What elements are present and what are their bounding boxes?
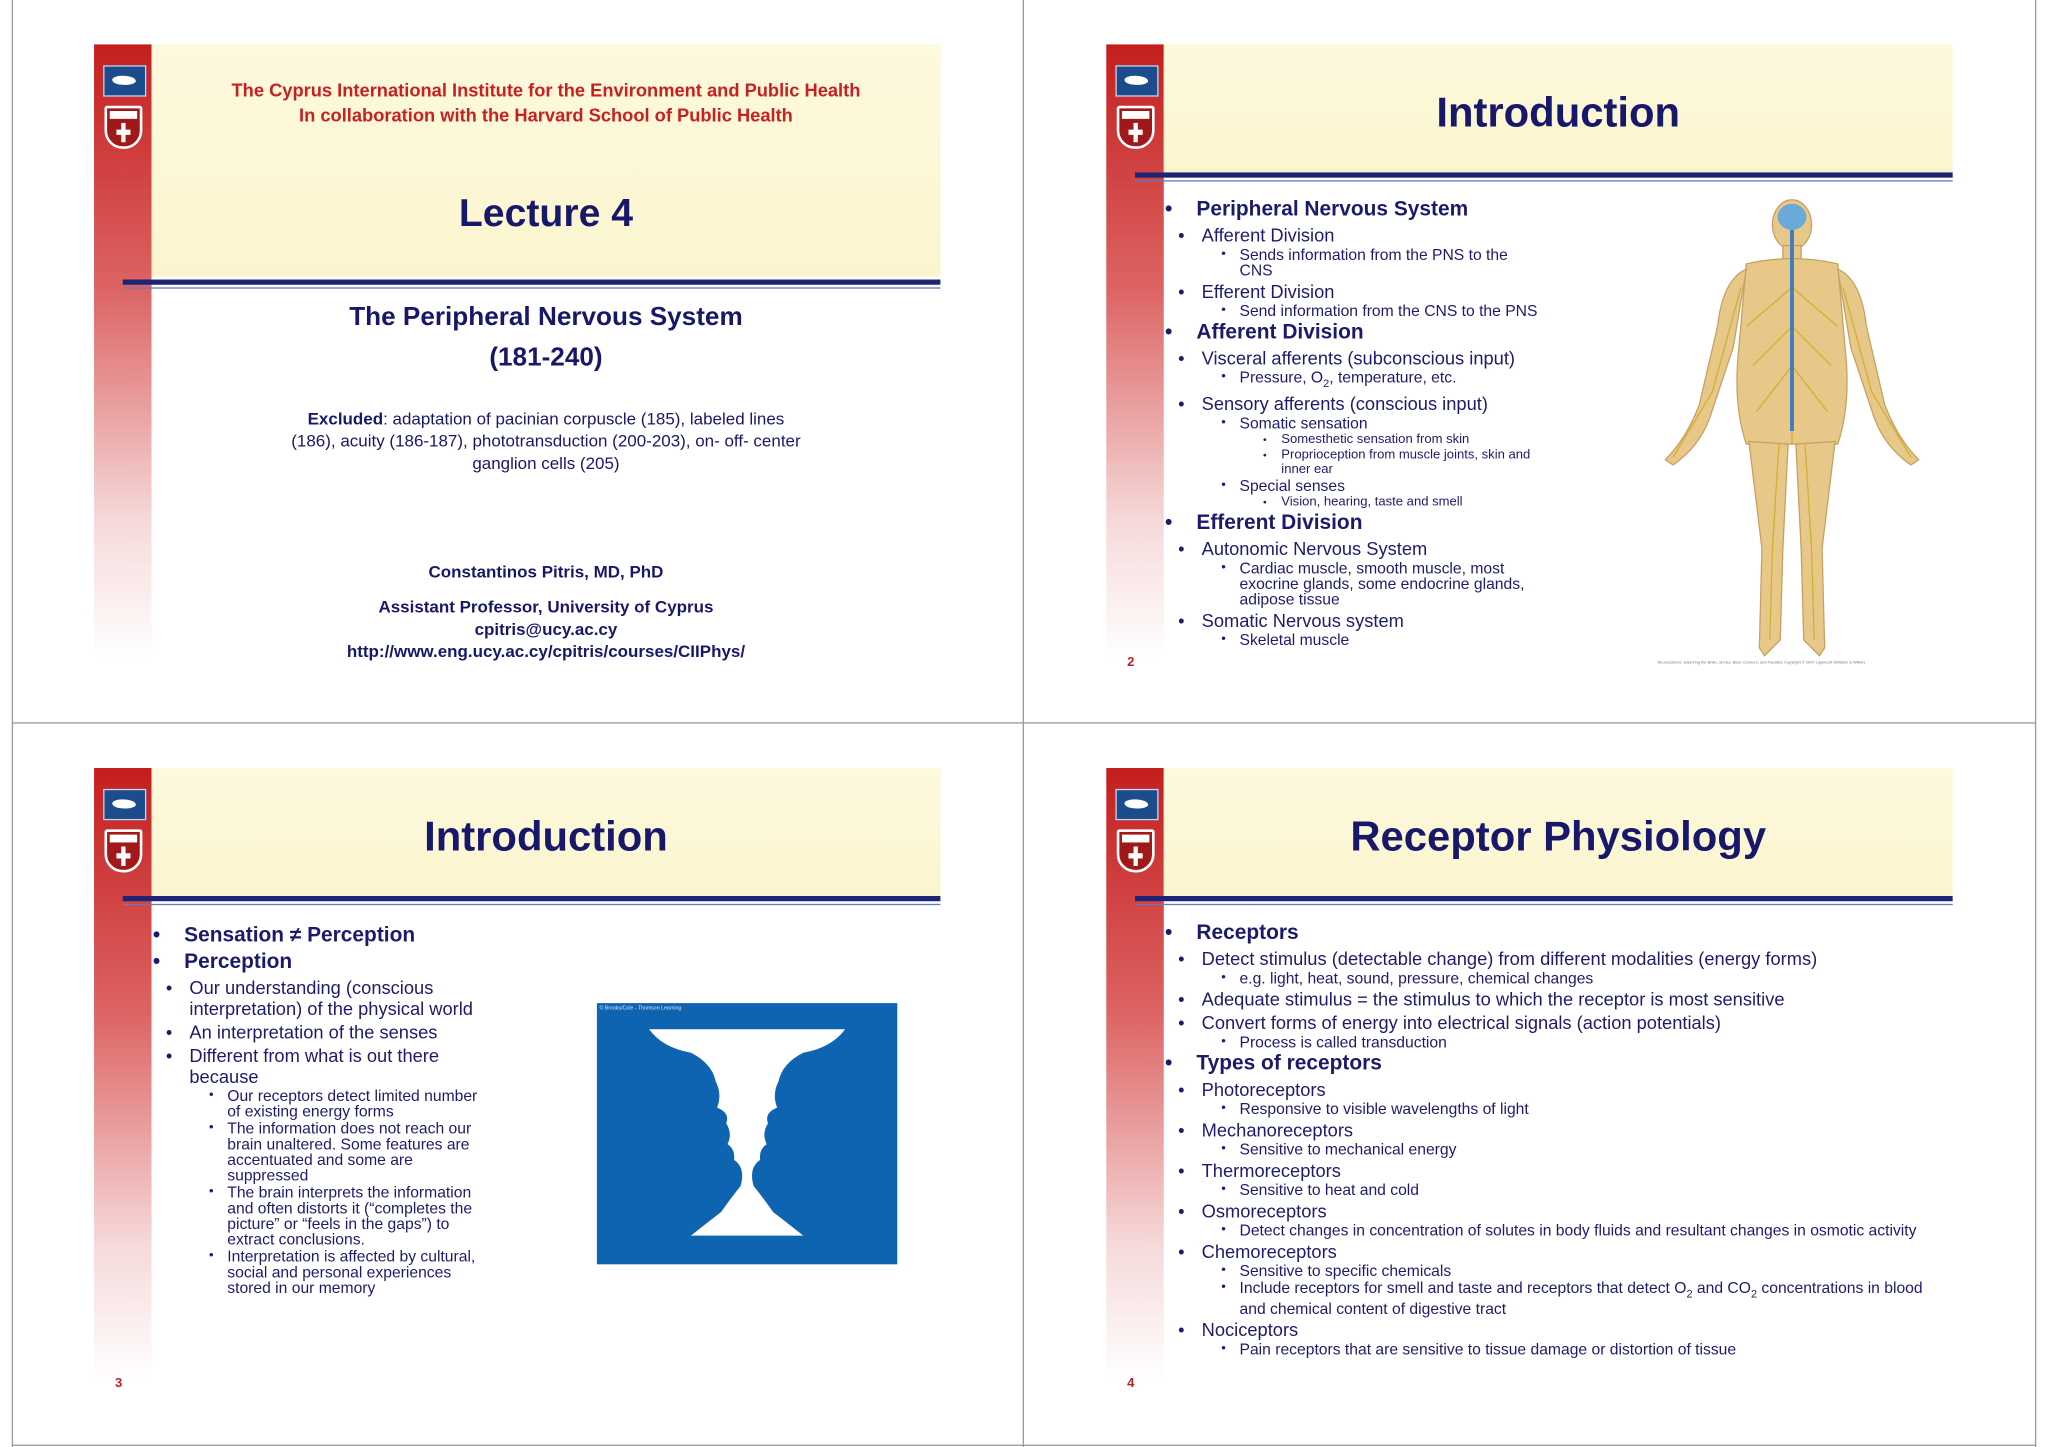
- bullet-level-2: [1165, 281, 1609, 302]
- bullet-level-2: [153, 1066, 571, 1087]
- bullet-text: Photoreceptors: [1201, 1078, 1326, 1100]
- bullet-text: Sensitive to mechanical energy: [1239, 1140, 1457, 1159]
- bullet-level-2: [1165, 989, 1949, 1010]
- bullet-level-3: [1165, 1280, 1949, 1301]
- side-band: [94, 44, 151, 658]
- bullet-text: Afferent Division: [1196, 321, 1364, 344]
- bullet-text: An interpretation of the senses: [189, 1021, 438, 1043]
- bullet-level-3: [153, 1232, 571, 1248]
- page-range: (181-240): [489, 343, 603, 373]
- grid-border-bottom: [12, 1445, 2036, 1446]
- bullet-level-3: [153, 1121, 571, 1137]
- subscript: 2: [1686, 1287, 1693, 1301]
- bullet-text: Peripheral Nervous System: [1196, 198, 1469, 221]
- bullet-text: Osmoreceptors: [1201, 1200, 1327, 1222]
- bullet-text: Pain receptors that are sensitive to tissue damage or distortion of tissue: [1239, 1340, 1737, 1359]
- bullet-text: Detect stimulus (detectable change) from different modalities (energy forms): [1201, 948, 1818, 970]
- excluded-note-line-2: (186), acuity (186-187), phototransduction (200-203), on- off- center: [291, 431, 801, 451]
- lecture-subtitle: The Peripheral Nervous System: [349, 303, 743, 332]
- bullet-level-2: [153, 998, 571, 1019]
- harvard-shield-logo-icon: [104, 106, 142, 149]
- subscript: 2: [1750, 1287, 1758, 1301]
- bullet-level-2: [1165, 1160, 1949, 1181]
- bullet-level-4: [1165, 449, 1609, 463]
- grid-border-right: [2035, 0, 2036, 1447]
- bullet-level-3: [1165, 247, 1609, 263]
- bullet-level-3: [1165, 970, 1949, 986]
- bullet-text: Pressure, O: [1239, 368, 1324, 387]
- cyprus-flag-logo-icon: [1115, 789, 1158, 820]
- bullet-level-3: [153, 1152, 571, 1168]
- bullet-level-4: [1165, 496, 1609, 510]
- excluded-label: Excluded: [307, 408, 384, 429]
- title-rule: [1135, 172, 1953, 177]
- bullet-text: Interpretation is affected by cultural,: [227, 1247, 476, 1266]
- bullet-level-3: [1165, 263, 1609, 279]
- bullet-text: Sensation ≠ Perception: [184, 924, 416, 947]
- title-rule-thin: [123, 287, 941, 288]
- author-position: Assistant Professor, University of Cyprus: [378, 596, 714, 617]
- bullet-text-continued: and CO: [1692, 1278, 1751, 1297]
- bullet-level-3: [153, 1104, 571, 1120]
- bullet-level-2: [153, 977, 571, 998]
- cyprus-flag-logo-icon: [103, 789, 146, 820]
- bullet-text: Include receptors for smell and taste and receptors that detect O: [1239, 1278, 1687, 1297]
- harvard-shield-logo-icon: [104, 829, 142, 872]
- page-number: 4: [1127, 1376, 1135, 1392]
- title-rule: [123, 280, 941, 285]
- slide-3: [94, 768, 940, 1403]
- bullet-text: Efferent Division: [1196, 512, 1363, 535]
- bullet-level-2: [1165, 1320, 1949, 1341]
- image-credit: Neuroscience: Exploring the Brain, 3rd Ed, Bear, Connors, and Paradiso Copyright © 2007 Lippincott Williams & Wilkins: [1657, 659, 1866, 665]
- excluded-text: : adaptation of pacinian corpuscle (185), labeled lines: [383, 408, 785, 429]
- slide-title: Receptor Physiology: [1350, 812, 1767, 860]
- bullet-level-1: [153, 951, 571, 975]
- side-band: [94, 768, 151, 1382]
- slide-title: Lecture 4: [458, 191, 634, 236]
- bullet-text: Vision, hearing, taste and smell: [1281, 495, 1463, 510]
- bullet-level-3: [153, 1168, 571, 1184]
- side-band: [1106, 768, 1163, 1382]
- bullet-text: Detect changes in concentration of solutes in body fluids and resultant changes in osmotic activity: [1239, 1221, 1917, 1240]
- title-rule-thin: [1135, 180, 1953, 181]
- bullet-level-3: [1165, 1142, 1949, 1158]
- bullet-level-2: [1165, 1200, 1949, 1221]
- bullet-text: Sensitive to heat and cold: [1239, 1180, 1420, 1200]
- bullet-level-3: [1165, 1342, 1949, 1358]
- bullet-text-continued: , temperature, etc.: [1329, 368, 1457, 387]
- bullet-level-2: [1165, 347, 1609, 368]
- bullet-level-3: [153, 1136, 571, 1152]
- bullet-list: [1165, 922, 1949, 1357]
- bullet-text: Receptors: [1196, 922, 1299, 945]
- bullet-text: suppressed: [227, 1166, 309, 1185]
- bullet-text: Different from what is out there: [189, 1044, 440, 1066]
- bullet-level-2: [1165, 539, 1609, 560]
- bullet-text: accentuated and some are: [227, 1150, 413, 1169]
- subscript: 2: [1323, 376, 1330, 390]
- bullet-level-3: [153, 1088, 571, 1104]
- harvard-shield-logo-icon: [1117, 829, 1155, 872]
- slide-2: [1106, 44, 1952, 679]
- bullet-text: Types of receptors: [1196, 1052, 1382, 1075]
- bullet-text: Our receptors detect limited number: [227, 1086, 478, 1105]
- bullet-level-3: [153, 1185, 571, 1201]
- grid-divider-horizontal: [12, 722, 2036, 723]
- bullet-level-3: [1165, 370, 1609, 391]
- cyprus-flag-logo-icon: [103, 65, 146, 96]
- bullet-level-1: [153, 925, 571, 949]
- bullet-text: The information does not reach our: [227, 1119, 472, 1138]
- bullet-text: brain unaltered. Some features are: [227, 1135, 470, 1154]
- bullet-list: [1165, 199, 1609, 649]
- bullet-text: The brain interprets the information: [227, 1183, 472, 1202]
- bullet-text: Perception: [184, 950, 293, 974]
- bullet-level-1: [1165, 199, 1609, 223]
- bullet-level-2: [153, 1045, 571, 1066]
- bullet-text: CNS: [1239, 261, 1273, 280]
- title-rule-thin: [123, 904, 941, 905]
- excluded-note-line-1: [152, 408, 941, 430]
- rubin-vase-illusion-figure: [597, 1003, 897, 1264]
- bullet-level-3: [153, 1264, 571, 1280]
- bullet-text: Proprioception from muscle joints, skin and: [1281, 448, 1531, 463]
- bullet-text: of existing energy forms: [227, 1102, 394, 1121]
- bullet-text: extract conclusions.: [227, 1230, 365, 1249]
- slide-title: Introduction: [424, 812, 668, 860]
- bullet-level-1: [1165, 513, 1609, 537]
- grid-border-left: [12, 0, 13, 1447]
- bullet-text: Visceral afferents (subconscious input): [1201, 347, 1516, 369]
- bullet-level-3: [153, 1249, 571, 1265]
- bullet-text: Cardiac muscle, smooth muscle, most: [1239, 559, 1505, 578]
- bullet-text: Skeletal muscle: [1239, 631, 1350, 650]
- human-nervous-system-figure: [1655, 196, 1929, 669]
- bullet-text: e.g. light, heat, sound, pressure, chemical changes: [1239, 969, 1594, 988]
- bullet-level-2: [1165, 1241, 1949, 1262]
- bullet-text: Chemoreceptors: [1201, 1240, 1337, 1262]
- bullet-text: Sensory afferents (conscious input): [1201, 393, 1488, 415]
- bullet-text: because: [189, 1065, 259, 1087]
- brain-icon: [1778, 204, 1807, 230]
- bullet-text: Afferent Division: [1201, 224, 1335, 246]
- cyprus-flag-logo-icon: [1115, 65, 1158, 96]
- bullet-level-3: [1165, 479, 1609, 495]
- side-band: [1106, 44, 1163, 658]
- bullet-level-3: [1165, 303, 1609, 319]
- slide-1: [94, 44, 940, 679]
- title-rule: [123, 896, 941, 901]
- bullet-level-3: [1165, 1263, 1949, 1279]
- bullet-level-3: [153, 1280, 571, 1296]
- bullet-level-2: [1165, 1119, 1949, 1140]
- bullet-text: Mechanoreceptors: [1201, 1119, 1354, 1141]
- bullet-text: Responsive to visible wavelengths of light: [1239, 1099, 1529, 1119]
- bullet-text: Autonomic Nervous System: [1201, 538, 1428, 560]
- bullet-level-2: [1165, 1079, 1949, 1100]
- bullet-text: stored in our memory: [227, 1278, 376, 1297]
- title-rule-thin: [1135, 904, 1953, 905]
- bullet-level-3: [1165, 577, 1609, 593]
- bullet-text: and chemical content of digestive tract: [1239, 1300, 1507, 1319]
- bullet-text: and often distorts it (“completes the: [227, 1199, 473, 1218]
- bullet-level-2: [1165, 1012, 1949, 1033]
- bullet-level-3: [1165, 633, 1609, 649]
- bullet-text: Somesthetic sensation from skin: [1281, 432, 1470, 448]
- bullet-level-2: [1165, 225, 1609, 246]
- bullet-text: interpretation) of the physical world: [189, 997, 473, 1019]
- bullet-level-2: [153, 1021, 571, 1042]
- bullet-text: Adequate stimulus = the stimulus to which the receptor is most sensitive: [1201, 988, 1785, 1010]
- bullet-level-1: [1165, 1053, 1949, 1077]
- title-rule: [1135, 896, 1953, 901]
- institution-line-1: The Cyprus International Institute for the Environment and Public Health: [231, 79, 861, 101]
- harvard-shield-logo-icon: [1117, 106, 1155, 149]
- bullet-text: Our understanding (conscious: [189, 976, 434, 998]
- page-number: 2: [1127, 655, 1135, 671]
- bullet-level-3: [1165, 1301, 1949, 1317]
- institution-line-2: In collaboration with the Harvard School of Public Health: [299, 104, 793, 126]
- bullet-level-3: [1165, 1034, 1949, 1050]
- image-credit: © Brooks/Cole - Thomson Learning: [599, 1004, 682, 1011]
- author-name: Constantinos Pitris, MD, PhD: [428, 561, 664, 582]
- bullet-level-3: [1165, 1182, 1949, 1198]
- course-url: http://www.eng.ucy.ac.cy/cpitris/courses/CIIPhys/: [346, 641, 746, 661]
- bullet-text: exocrine glands, some endocrine glands,: [1239, 575, 1525, 594]
- bullet-list: [153, 925, 571, 1296]
- bullet-text: social and personal experiences: [227, 1263, 452, 1282]
- bullet-text-continued: concentrations in blood: [1757, 1278, 1923, 1297]
- bullet-level-1: [1165, 321, 1609, 345]
- bullet-text: Somatic Nervous system: [1201, 610, 1404, 632]
- bullet-text: Nociceptors: [1201, 1319, 1299, 1341]
- bullet-level-3: [1165, 1101, 1949, 1117]
- excluded-note-line-3: ganglion cells (205): [472, 453, 620, 473]
- bullet-text: Somatic sensation: [1239, 414, 1368, 433]
- bullet-text: adipose tissue: [1239, 590, 1340, 610]
- bullet-level-2: [1165, 394, 1609, 415]
- slide-title: Introduction: [1436, 88, 1681, 136]
- bullet-text: picture” or “feels in the gaps”) to: [227, 1214, 450, 1233]
- bullet-text: Special senses: [1239, 477, 1345, 496]
- bullet-level-3: [153, 1216, 571, 1232]
- bullet-level-3: [1165, 592, 1609, 608]
- bullet-level-3: [1165, 561, 1609, 577]
- bullet-text: Thermoreceptors: [1201, 1159, 1341, 1181]
- bullet-level-4: [1165, 463, 1609, 477]
- bullet-level-3: [153, 1200, 571, 1216]
- bullet-text: Process is called transduction: [1239, 1033, 1447, 1052]
- bullet-text: inner ear: [1281, 462, 1333, 478]
- slide-4: [1106, 768, 1952, 1403]
- bullet-text: Convert forms of energy into electrical signals (action potentials): [1201, 1012, 1721, 1034]
- bullet-level-1: [1165, 922, 1949, 946]
- bullet-text: Sends information from the PNS to the: [1239, 245, 1508, 264]
- bullet-text: Sensitive to specific chemicals: [1239, 1261, 1452, 1280]
- page-number: 3: [114, 1376, 123, 1392]
- bullet-level-4: [1165, 433, 1609, 447]
- bullet-level-2: [1165, 610, 1609, 631]
- bullet-text: Efferent Division: [1201, 280, 1335, 302]
- bullet-level-3: [1165, 1223, 1949, 1239]
- bullet-level-2: [1165, 948, 1949, 969]
- bullet-text: Send information from the CNS to the PNS: [1239, 301, 1538, 320]
- author-email: cpitris@ucy.ac.cy: [474, 619, 618, 639]
- bullet-level-3: [1165, 416, 1609, 432]
